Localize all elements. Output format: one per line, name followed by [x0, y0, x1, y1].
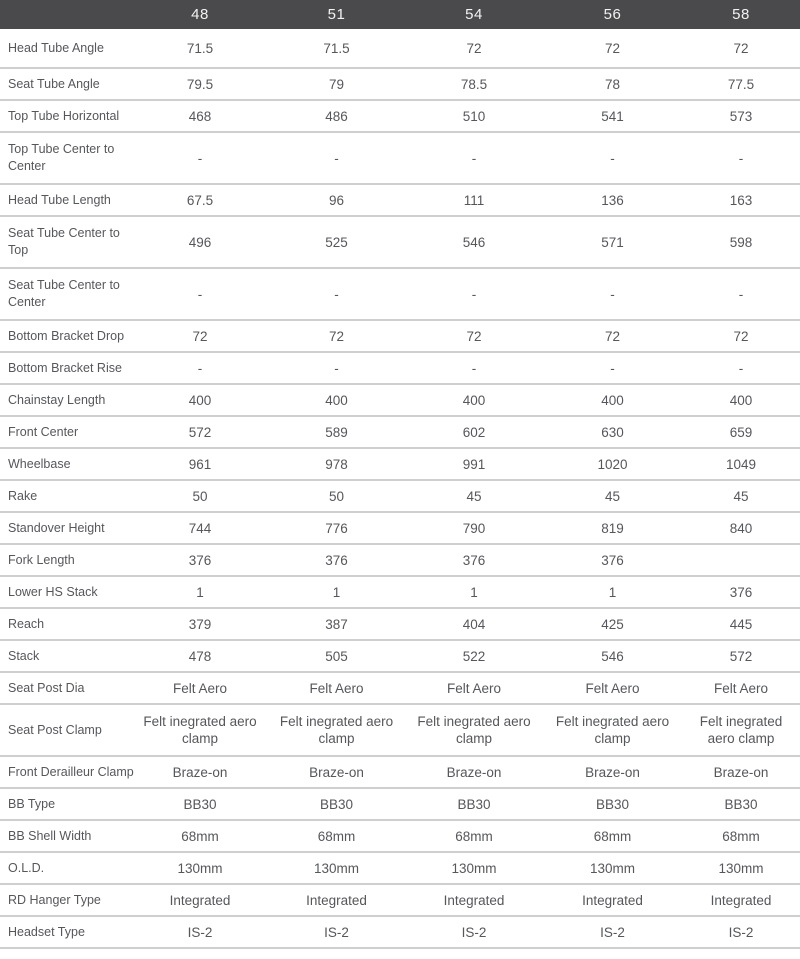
value-cell: 991 — [405, 449, 543, 481]
row-label: Rake — [0, 481, 132, 513]
row-label: RD Hanger Type — [0, 885, 132, 917]
value-cell: 45 — [405, 481, 543, 513]
value-cell: 376 — [682, 577, 800, 609]
value-cell: 546 — [543, 641, 682, 673]
row-label: O.L.D. — [0, 853, 132, 885]
table-row — [0, 641, 800, 673]
value-cell: - — [405, 133, 543, 185]
value-cell: 525 — [268, 217, 405, 269]
value-cell: 72 — [268, 321, 405, 353]
row-label: Standover Height — [0, 513, 132, 545]
value-cell: 978 — [268, 449, 405, 481]
value-cell: 79.5 — [132, 69, 268, 101]
size-header-row — [0, 0, 800, 29]
table-row — [0, 269, 800, 321]
value-cell: Felt inegrated aero clamp — [405, 705, 543, 757]
value-cell: - — [132, 353, 268, 385]
value-cell: IS-2 — [268, 917, 405, 949]
value-cell: 77.5 — [682, 69, 800, 101]
value-cell: 496 — [132, 217, 268, 269]
table-row — [0, 185, 800, 217]
table-row — [0, 133, 800, 185]
value-cell: Integrated — [405, 885, 543, 917]
value-cell: Felt Aero — [543, 673, 682, 705]
table-row — [0, 577, 800, 609]
value-cell: BB30 — [268, 789, 405, 821]
value-cell: 111 — [405, 185, 543, 217]
value-cell: 573 — [682, 101, 800, 133]
value-cell: 45 — [682, 481, 800, 513]
value-cell: - — [543, 269, 682, 321]
table-row — [0, 29, 800, 69]
value-cell: 598 — [682, 217, 800, 269]
value-cell: 68mm — [132, 821, 268, 853]
value-cell: 819 — [543, 513, 682, 545]
value-cell: 163 — [682, 185, 800, 217]
value-cell: IS-2 — [543, 917, 682, 949]
table-row — [0, 705, 800, 757]
value-cell — [405, 949, 543, 959]
value-cell: 376 — [543, 545, 682, 577]
value-cell: 572 — [682, 641, 800, 673]
value-cell: 376 — [405, 545, 543, 577]
value-cell: Braze-on — [543, 757, 682, 789]
size-header-51: 51 — [268, 0, 405, 29]
value-cell: 379 — [132, 609, 268, 641]
value-cell: IS-2 — [405, 917, 543, 949]
value-cell: - — [132, 269, 268, 321]
value-cell: 50 — [132, 481, 268, 513]
row-label: Lower HS Stack — [0, 577, 132, 609]
value-cell: Felt inegrated aero clamp — [268, 705, 405, 757]
value-cell: 445 — [682, 609, 800, 641]
value-cell: 72 — [405, 321, 543, 353]
value-cell: 589 — [268, 417, 405, 449]
value-cell — [0, 949, 132, 959]
value-cell — [543, 949, 682, 959]
value-cell: 130mm — [682, 853, 800, 885]
table-row — [0, 101, 800, 133]
value-cell: 571 — [543, 217, 682, 269]
table-row — [0, 609, 800, 641]
value-cell: - — [543, 133, 682, 185]
value-cell: 68mm — [405, 821, 543, 853]
value-cell — [268, 949, 405, 959]
value-cell: Felt Aero — [132, 673, 268, 705]
value-cell: - — [682, 133, 800, 185]
value-cell: 72 — [543, 29, 682, 69]
value-cell: - — [132, 133, 268, 185]
value-cell: Integrated — [682, 885, 800, 917]
table-row — [0, 853, 800, 885]
row-label: Bottom Bracket Rise — [0, 353, 132, 385]
value-cell: Felt Aero — [268, 673, 405, 705]
size-header-56: 56 — [543, 0, 682, 29]
value-cell: 1 — [543, 577, 682, 609]
table-row — [0, 217, 800, 269]
value-cell: 79 — [268, 69, 405, 101]
row-label: Top Tube Horizontal — [0, 101, 132, 133]
value-cell: 1 — [405, 577, 543, 609]
row-label: Front Derailleur Clamp — [0, 757, 132, 789]
value-cell: 72 — [132, 321, 268, 353]
value-cell: 486 — [268, 101, 405, 133]
table-row — [0, 821, 800, 853]
row-label: Seat Tube Center to Top — [0, 217, 132, 269]
size-header-54: 54 — [405, 0, 543, 29]
value-cell: Integrated — [268, 885, 405, 917]
value-cell: - — [268, 133, 405, 185]
row-label: Seat Post Clamp — [0, 705, 132, 757]
row-label: Head Tube Length — [0, 185, 132, 217]
value-cell: 522 — [405, 641, 543, 673]
value-cell: 68mm — [543, 821, 682, 853]
value-cell: - — [682, 269, 800, 321]
value-cell: 400 — [405, 385, 543, 417]
value-cell: 659 — [682, 417, 800, 449]
value-cell: 1 — [268, 577, 405, 609]
table-row — [0, 417, 800, 449]
row-label: Top Tube Center to Center — [0, 133, 132, 185]
value-cell: 72 — [543, 321, 682, 353]
value-cell: 71.5 — [132, 29, 268, 69]
value-cell — [682, 949, 800, 959]
table-row — [0, 673, 800, 705]
value-cell: Braze-on — [132, 757, 268, 789]
size-header-48: 48 — [132, 0, 268, 29]
value-cell: 546 — [405, 217, 543, 269]
value-cell: 1 — [132, 577, 268, 609]
value-cell: 130mm — [405, 853, 543, 885]
header-corner — [0, 0, 132, 29]
value-cell: BB30 — [405, 789, 543, 821]
table-row — [0, 545, 800, 577]
row-label: Headset Type — [0, 917, 132, 949]
value-cell: 744 — [132, 513, 268, 545]
value-cell: 72 — [682, 29, 800, 69]
row-label: BB Type — [0, 789, 132, 821]
value-cell: Felt inegrated aero clamp — [132, 705, 268, 757]
value-cell: 376 — [132, 545, 268, 577]
table-row — [0, 917, 800, 949]
value-cell: 400 — [268, 385, 405, 417]
value-cell: Felt Aero — [682, 673, 800, 705]
size-header-58: 58 — [682, 0, 800, 29]
value-cell: Felt inegrated aero clamp — [682, 705, 800, 757]
value-cell: - — [405, 353, 543, 385]
table-row — [0, 353, 800, 385]
value-cell: 136 — [543, 185, 682, 217]
value-cell: 68mm — [682, 821, 800, 853]
table-row — [0, 321, 800, 353]
value-cell: 961 — [132, 449, 268, 481]
value-cell: 510 — [405, 101, 543, 133]
value-cell: 130mm — [132, 853, 268, 885]
value-cell: - — [405, 269, 543, 321]
value-cell: - — [268, 353, 405, 385]
value-cell: - — [268, 269, 405, 321]
row-label: Wheelbase — [0, 449, 132, 481]
value-cell: 602 — [405, 417, 543, 449]
value-cell: BB30 — [132, 789, 268, 821]
row-label: Seat Tube Center to Center — [0, 269, 132, 321]
value-cell: 45 — [543, 481, 682, 513]
value-cell: 376 — [268, 545, 405, 577]
value-cell: BB30 — [682, 789, 800, 821]
value-cell: Integrated — [132, 885, 268, 917]
value-cell: 68mm — [268, 821, 405, 853]
row-label: Stack — [0, 641, 132, 673]
table-row — [0, 513, 800, 545]
table-row — [0, 757, 800, 789]
table-row — [0, 481, 800, 513]
table-row — [0, 69, 800, 101]
value-cell: 72 — [405, 29, 543, 69]
value-cell: - — [682, 353, 800, 385]
value-cell: 840 — [682, 513, 800, 545]
value-cell: 790 — [405, 513, 543, 545]
value-cell: 130mm — [268, 853, 405, 885]
value-cell: IS-2 — [132, 917, 268, 949]
table-row — [0, 885, 800, 917]
row-label: BB Shell Width — [0, 821, 132, 853]
value-cell: 400 — [543, 385, 682, 417]
value-cell: 400 — [682, 385, 800, 417]
value-cell: 96 — [268, 185, 405, 217]
value-cell: 71.5 — [268, 29, 405, 69]
row-label: Bottom Bracket Drop — [0, 321, 132, 353]
value-cell: 400 — [132, 385, 268, 417]
clipped-bottom-row — [0, 949, 800, 959]
table-row — [0, 449, 800, 481]
value-cell: 404 — [405, 609, 543, 641]
value-cell: 425 — [543, 609, 682, 641]
row-label: Fork Length — [0, 545, 132, 577]
value-cell: IS-2 — [682, 917, 800, 949]
row-label: Reach — [0, 609, 132, 641]
value-cell: Braze-on — [268, 757, 405, 789]
value-cell: 1049 — [682, 449, 800, 481]
row-label: Front Center — [0, 417, 132, 449]
row-label: Seat Post Dia — [0, 673, 132, 705]
table-row — [0, 789, 800, 821]
value-cell: 630 — [543, 417, 682, 449]
value-cell — [682, 545, 800, 577]
row-label: Seat Tube Angle — [0, 69, 132, 101]
value-cell: BB30 — [543, 789, 682, 821]
value-cell: 468 — [132, 101, 268, 133]
value-cell: 505 — [268, 641, 405, 673]
value-cell — [132, 949, 268, 959]
table-row — [0, 385, 800, 417]
value-cell: 387 — [268, 609, 405, 641]
value-cell: 776 — [268, 513, 405, 545]
value-cell: 67.5 — [132, 185, 268, 217]
value-cell: 478 — [132, 641, 268, 673]
value-cell: Integrated — [543, 885, 682, 917]
value-cell: Braze-on — [682, 757, 800, 789]
value-cell: 130mm — [543, 853, 682, 885]
value-cell: 78.5 — [405, 69, 543, 101]
row-label: Head Tube Angle — [0, 29, 132, 69]
value-cell: 572 — [132, 417, 268, 449]
value-cell: Felt inegrated aero clamp — [543, 705, 682, 757]
value-cell: Braze-on — [405, 757, 543, 789]
value-cell: - — [543, 353, 682, 385]
row-label: Chainstay Length — [0, 385, 132, 417]
value-cell: 78 — [543, 69, 682, 101]
value-cell: 1020 — [543, 449, 682, 481]
value-cell: 541 — [543, 101, 682, 133]
value-cell: 72 — [682, 321, 800, 353]
value-cell: 50 — [268, 481, 405, 513]
value-cell: Felt Aero — [405, 673, 543, 705]
